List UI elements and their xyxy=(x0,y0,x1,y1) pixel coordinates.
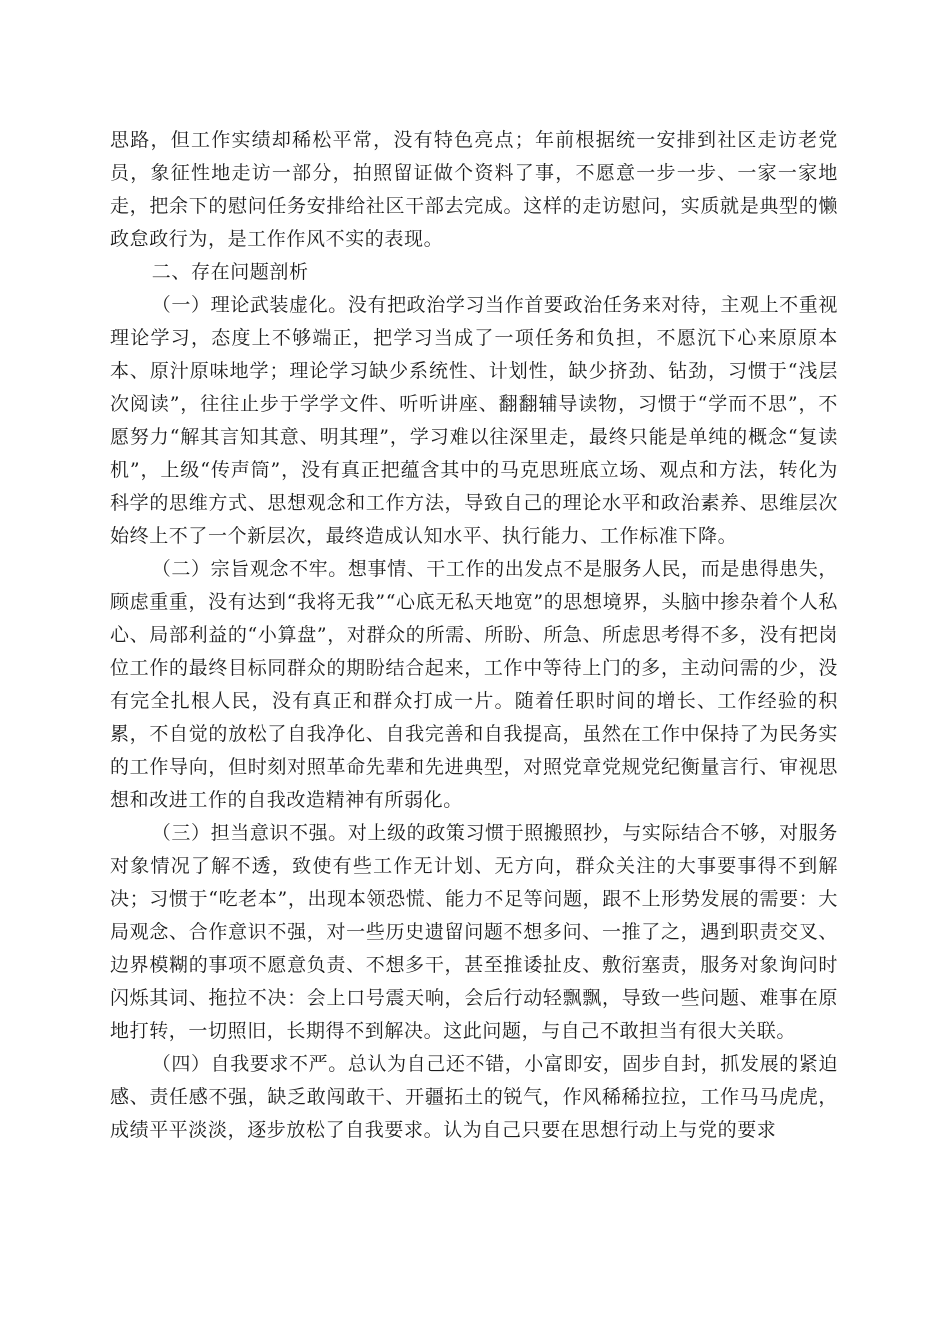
paragraph-purpose: （二）宗旨观念不牢。想事情、干工作的出发点不是服务人民，而是患得患失，顾虑重重，没有达到“我将无我”“心底无私天地宽”的思想境界，头脑中掺杂着个人私心、局部利益的“小算盘”，对群众的所需、所盼、所急、所虑思考得不多，没有把岗位工作的最终目标同群众的期盼结合起来，工作中等待上门的多，主动问需的少，没有完全扎根人民，没有真正和群众打成一片。随着任职时间的增长、工作经验的积累，不自觉的放松了自我净化、自我完善和自我提高，虽然在工作中保持了为民务实的工作导向，但时刻对照革命先辈和先进典型，对照党章党规党纪衡量言行、审视思想和改进工作的自我改造精神有所弱化。 xyxy=(110,558,838,811)
document-body xyxy=(110,124,838,1147)
paragraph-theory: （一）理论武装虚化。没有把政治学习当作首要政治任务来对待，主观上不重视理论学习，态度上不够端正，把学习当成了一项任务和负担，不愿沉下心来原原本本、原汁原味地学；理论学习缺少系统性、计划性，缺少挤劲、钻劲，习惯于“浅层次阅读”，往往止步于学学文件、听听讲座、翻翻辅导读物，习惯于“学而不思”，不愿努力“解其言知其意、明其理”，学习难以往深里走，最终只能是单纯的概念“复读机”，上级“传声筒”，没有真正把蕴含其中的马克思班底立场、观点和方法，转化为科学的思维方式、思想观念和工作方法，导致自己的理论水平和政治素养、思维层次始终上不了一个新层次，最终造成认知水平、执行能力、工作标准下降。 xyxy=(110,294,838,547)
section-heading: 二、存在问题剖析 xyxy=(151,261,309,283)
paragraph-continuation: 思路，但工作实绩却稀松平常，没有特色亮点；年前根据统一安排到社区走访老党员，象征性地走访一部分，拍照留证做个资料了事，不愿意一步一步、一家一家地走，把余下的慰问任务安排给社区干部去完成。这样的走访慰问，实质就是典型的懒政怠政行为，是工作作风不实的表现。 xyxy=(110,129,838,250)
paragraph-self-discipline: （四）自我要求不严。总认为自己还不错，小富即安，固步自封，抓发展的紧迫感、责任感不强，缺乏敢闯敢干、开疆拓土的锐气，作风稀稀拉拉，工作马马虎虎，成绩平平淡淡，逐步放松了自我要求。认为自己只要在思想行动上与党的要求 xyxy=(110,1053,838,1141)
paragraph-responsibility: （三）担当意识不强。对上级的政策习惯于照搬照抄，与实际结合不够，对服务对象情况了解不透，致使有些工作无计划、无方向，群众关注的大事要事得不到解决；习惯于“吃老本”，出现本领恐慌、能力不足等问题，跟不上形势发展的需要：大局观念、合作意识不强，对一些历史遗留问题不想多问、一推了之，遇到职责交叉、边界模糊的事项不愿意负责、不想多干，甚至推诿扯皮、敷衍塞责，服务对象询问时闪烁其词、拖拉不决：会上口号震天响，会后行动轻飘飘，导致一些问题、难事在原地打转，一切照旧，长期得不到解决。这此问题，与自己不敢担当有很大关联。 xyxy=(110,822,838,1042)
